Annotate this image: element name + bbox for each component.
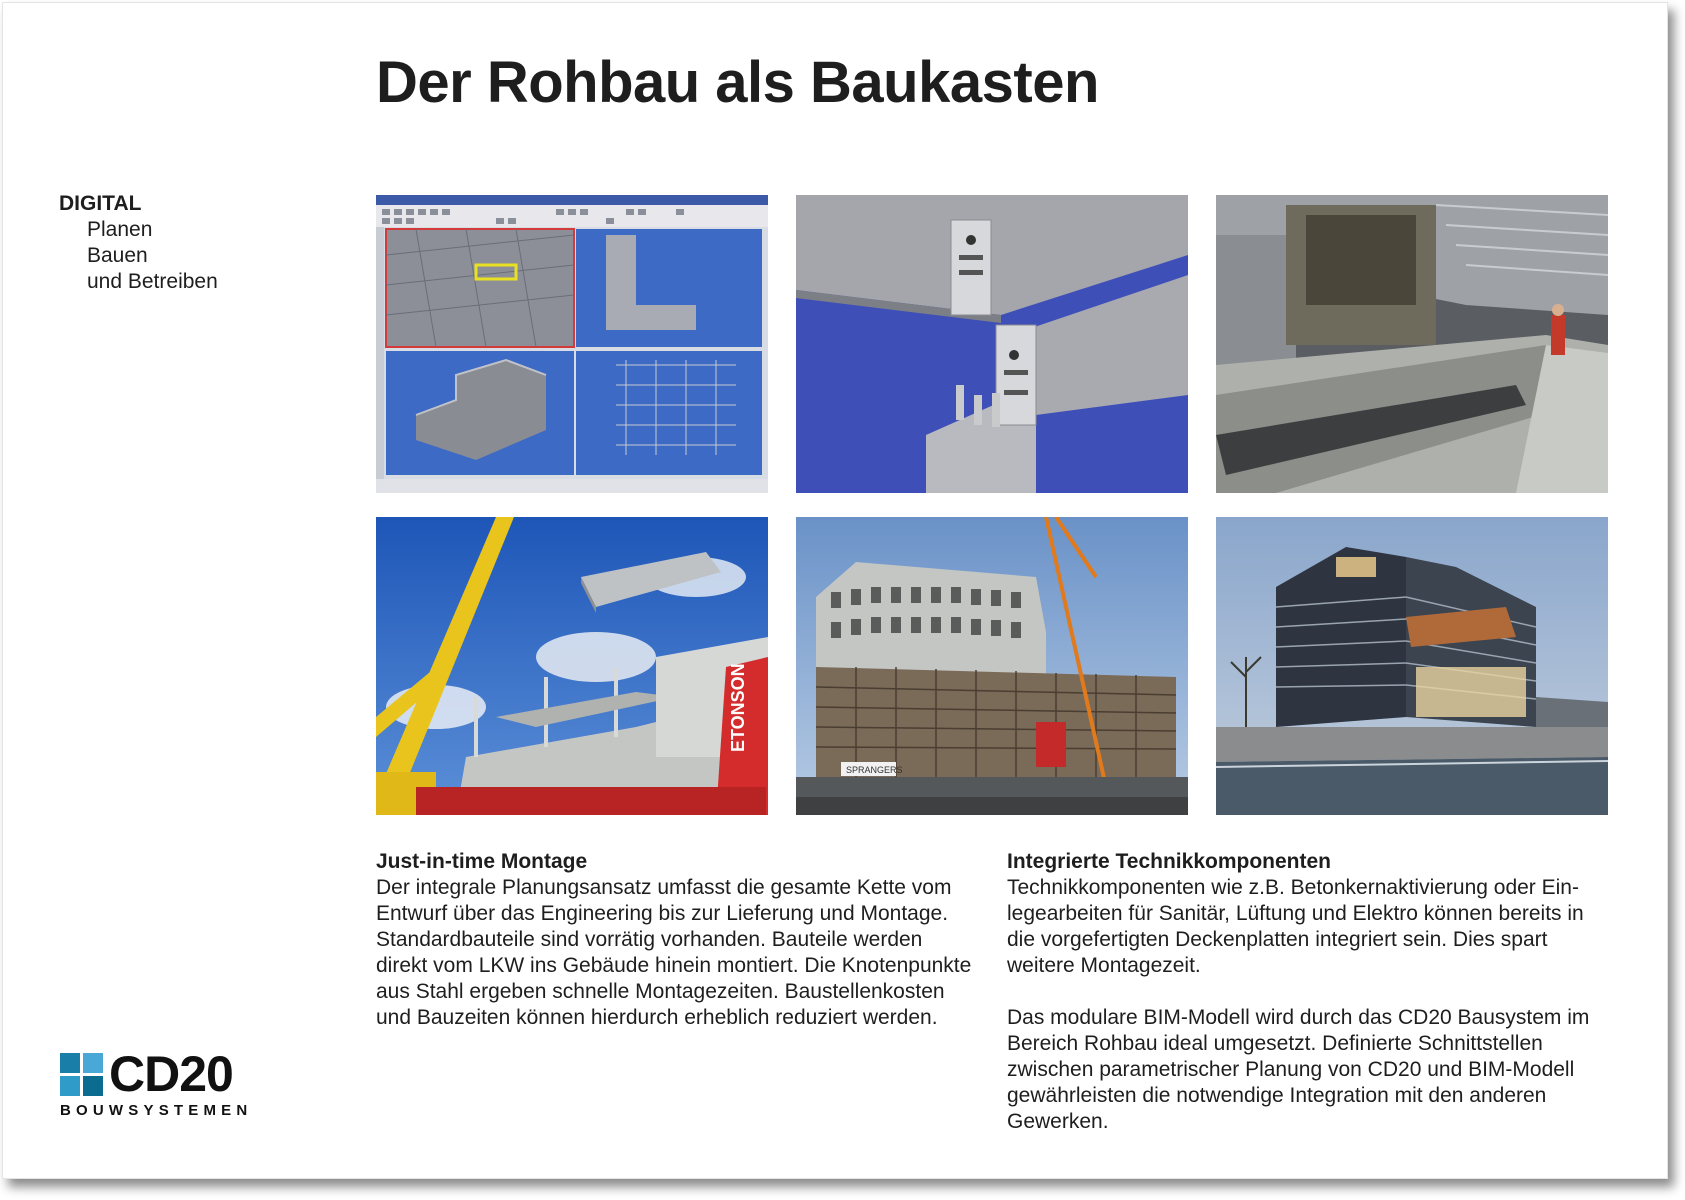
sidebar-heading: DIGITAL bbox=[59, 192, 142, 215]
column-paragraph: Der integrale Planungsansatz umfasst die gesamte Kette vom Entwurf über das Engineering bis zur Lieferung und Montage. Standardbauteile sind vorrätig vorhanden. Bauteile werden direkt vom LKW ins Gebäude hinein montiert. Die Knotenpunkte aus Stahl ergeben schnelle Montagezeiten. Baustellenkosten und Bauzeiten können hierdurch erheblich reduziert werden. bbox=[376, 876, 972, 1029]
column-just-in-time bbox=[376, 849, 976, 1031]
sign-lettering: SPRANGERS bbox=[846, 765, 903, 775]
column-paragraph: Das modulare BIM-Modell wird durch das CD20 Bausystem im Bereich Rohbau ideal umgesetzt. Definierte Schnittstellen zwischen parametrischer Planung von CD20 und BIM-Modell gewährleisten die notwendige Integration mit den anderen Gewerken. bbox=[1007, 1006, 1590, 1133]
truck-lettering: ETONSON bbox=[728, 663, 748, 752]
column-heading-montage: Just-in-time Montage bbox=[376, 850, 588, 873]
sidebar-item-betreiben: und Betreiben bbox=[87, 270, 218, 293]
sidebar-item-planen: Planen bbox=[87, 218, 153, 241]
logo-brand: CD20 bbox=[109, 1046, 233, 1102]
company-logo bbox=[60, 1046, 253, 1119]
finished-office-building-photo bbox=[1216, 517, 1608, 815]
building-under-construction-photo bbox=[796, 517, 1188, 815]
logo-mark-icon bbox=[60, 1053, 103, 1096]
crane-lifting-slab-photo bbox=[376, 517, 768, 815]
cad-software-screenshot bbox=[376, 195, 768, 493]
precast-factory-photo bbox=[1216, 195, 1608, 493]
column-paragraph: Technikkomponenten wie z.B. Betonkernaktivierung oder Ein-legearbeiten für Sanitär, Lüftung und Elektro können bereits in die vorgefertigten Deckenplatten integriert sein. Dies spart weitere Montagezeit. bbox=[1007, 876, 1584, 977]
page-title: Der Rohbau als Baukasten bbox=[376, 50, 1099, 115]
sidebar-nav bbox=[59, 191, 218, 295]
column-heading-technik: Integrierte Technikkomponenten bbox=[1007, 850, 1331, 873]
document-page bbox=[2, 2, 1668, 1179]
column-technik bbox=[1007, 849, 1607, 1135]
connection-detail-render bbox=[796, 195, 1188, 493]
logo-tagline: BOUWSYSTEMEN bbox=[60, 1102, 253, 1119]
sidebar-item-bauen: Bauen bbox=[87, 244, 148, 267]
